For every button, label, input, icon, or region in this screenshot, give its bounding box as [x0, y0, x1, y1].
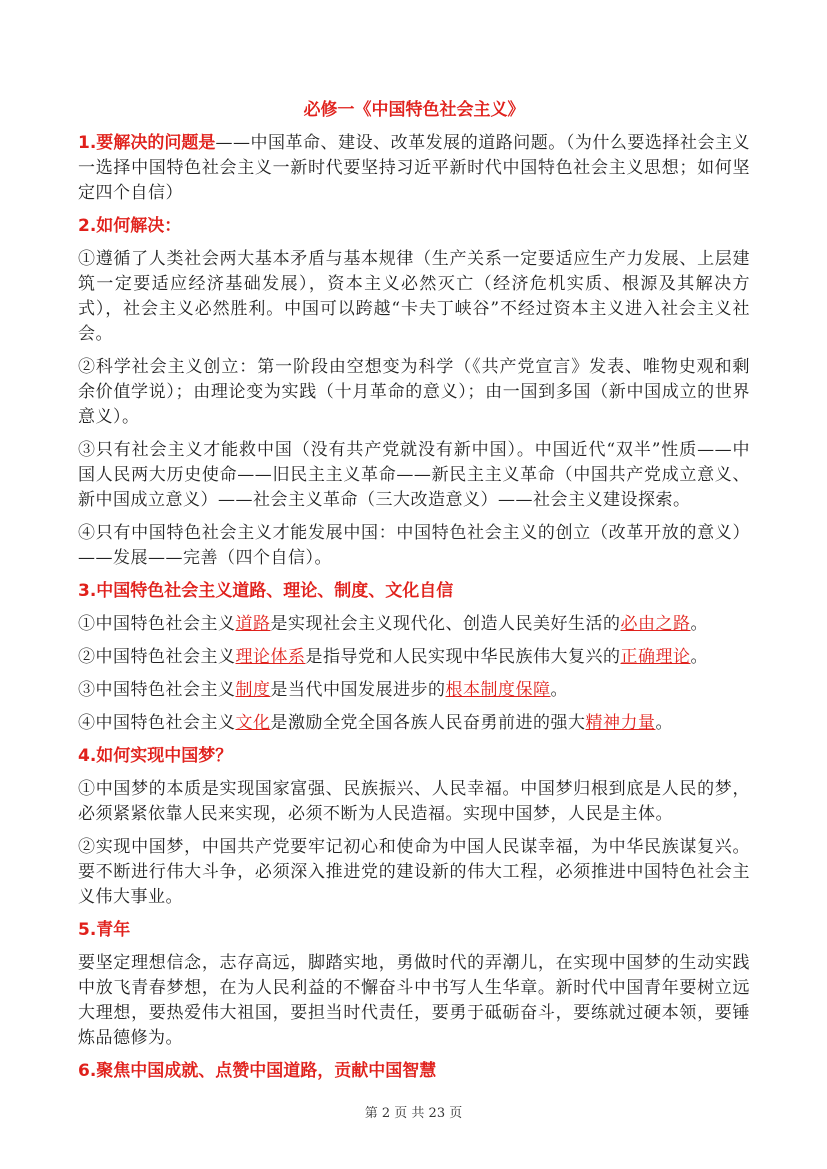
section-1-text: ——中国革命、建设、改革发展的道路问题。（为什么要选择社会主义一选择中国特色社会主义一新时代要坚持习近平新时代中国特色社会主义思想；如何坚定四个自信）	[78, 133, 751, 203]
paragraph: ②科学社会主义创立：第一阶段由空想变为科学（《共产党宣言》发表、唯物史观和剩余价值学说）；由理论变为实践（十月革命的意义）；由一国到多国（新中国成立的世界意义）。	[78, 357, 750, 427]
list-item	[78, 678, 750, 703]
item-text: 是激励全党全国各族人民奋勇前进的强大	[270, 713, 586, 733]
keyword: 制度	[235, 680, 271, 700]
page-title: 必修一《中国特色社会主义》	[303, 100, 525, 120]
section-3-heading: 3.中国特色社会主义道路、理论、制度、文化自信	[78, 581, 454, 601]
paragraph: ①中国梦的本质是实现国家富强、民族振兴、人民幸福。中国梦归根到底是人民的梦，必须紧紧依靠人民来实现，必须不断为人民造福。实现中国梦，人民是主体。	[78, 779, 750, 824]
paragraph: ②实现中国梦，中国共产党要牢记初心和使命为中国人民谋幸福，为中华民族谋复兴。要不断进行伟大斗争，必须深入推进党的建设新的伟大工程，必须推进中国特色社会主义伟大事业。	[78, 837, 750, 907]
item-text: 是指导党和人民实现中华民族伟大复兴的	[305, 647, 621, 667]
item-text: 。	[690, 647, 708, 667]
list-item	[78, 645, 750, 670]
section-1	[78, 131, 750, 206]
item-text: ②中国特色社会主义	[78, 647, 236, 667]
document-page	[78, 98, 750, 1092]
section-6-heading: 6.聚焦中国成就、点赞中国道路，贡献中国智慧	[78, 1061, 437, 1081]
keyword: 正确理论	[620, 647, 691, 667]
keyword: 必由之路	[620, 614, 691, 634]
section-1-heading: 1.要解决的问题是	[78, 133, 216, 153]
item-text: ④中国特色社会主义	[78, 713, 236, 733]
section-5-heading: 5.青年	[78, 920, 131, 940]
item-text: ①中国特色社会主义	[78, 614, 236, 634]
keyword: 根本制度保障	[445, 680, 551, 700]
keyword: 道路	[235, 614, 271, 634]
item-text: 。	[550, 680, 568, 700]
paragraph: ①遵循了人类社会两大基本矛盾与基本规律（生产关系一定要适应生产力发展、上层建筑一定要适应经济基础发展），资本主义必然灭亡（经济危机实质、根源及其解决方式），社会主义必然胜利。中国可以跨越“卡夫丁峡谷”不经过资本主义进入社会主义社会。	[78, 249, 750, 344]
paragraph: ④只有中国特色社会主义才能发展中国：中国特色社会主义的创立（改革开放的意义）——发展——完善（四个自信）。	[78, 523, 750, 568]
item-text: 是当代中国发展进步的	[270, 680, 446, 700]
item-text: 是实现社会主义现代化、创造人民美好生活的	[270, 614, 621, 634]
paragraph: ③只有社会主义才能救中国（没有共产党就没有新中国）。中国近代“双半”性质——中国人民两大历史使命——旧民主主义革命——新民主主义革命（中国共产党成立意义、新中国成立意义）——社会主义革命（三大改造意义）——社会主义建设探索。	[78, 440, 750, 510]
keyword: 文化	[235, 713, 271, 733]
item-text: ③中国特色社会主义	[78, 680, 236, 700]
keyword: 理论体系	[235, 647, 306, 667]
paragraph: 要坚定理想信念，志存高远，脚踏实地，勇做时代的弄潮儿，在实现中国梦的生动实践中放飞青春梦想，在为人民利益的不懈奋斗中书写人生华章。新时代中国青年要树立远大理想，要热爱伟大祖国，要担当时代责任，要勇于砥砺奋斗，要练就过硬本领，要锤炼品德修为。	[78, 953, 750, 1048]
item-text: 。	[690, 614, 708, 634]
section-4-heading: 4.如何实现中国梦？	[78, 746, 233, 766]
keyword: 精神力量	[585, 713, 656, 733]
list-item	[78, 711, 750, 736]
item-text: 。	[655, 713, 673, 733]
list-item	[78, 612, 750, 637]
section-2-heading: 2.如何解决：	[78, 216, 182, 236]
page-number: 第 2 页 共 23 页	[364, 1106, 463, 1121]
